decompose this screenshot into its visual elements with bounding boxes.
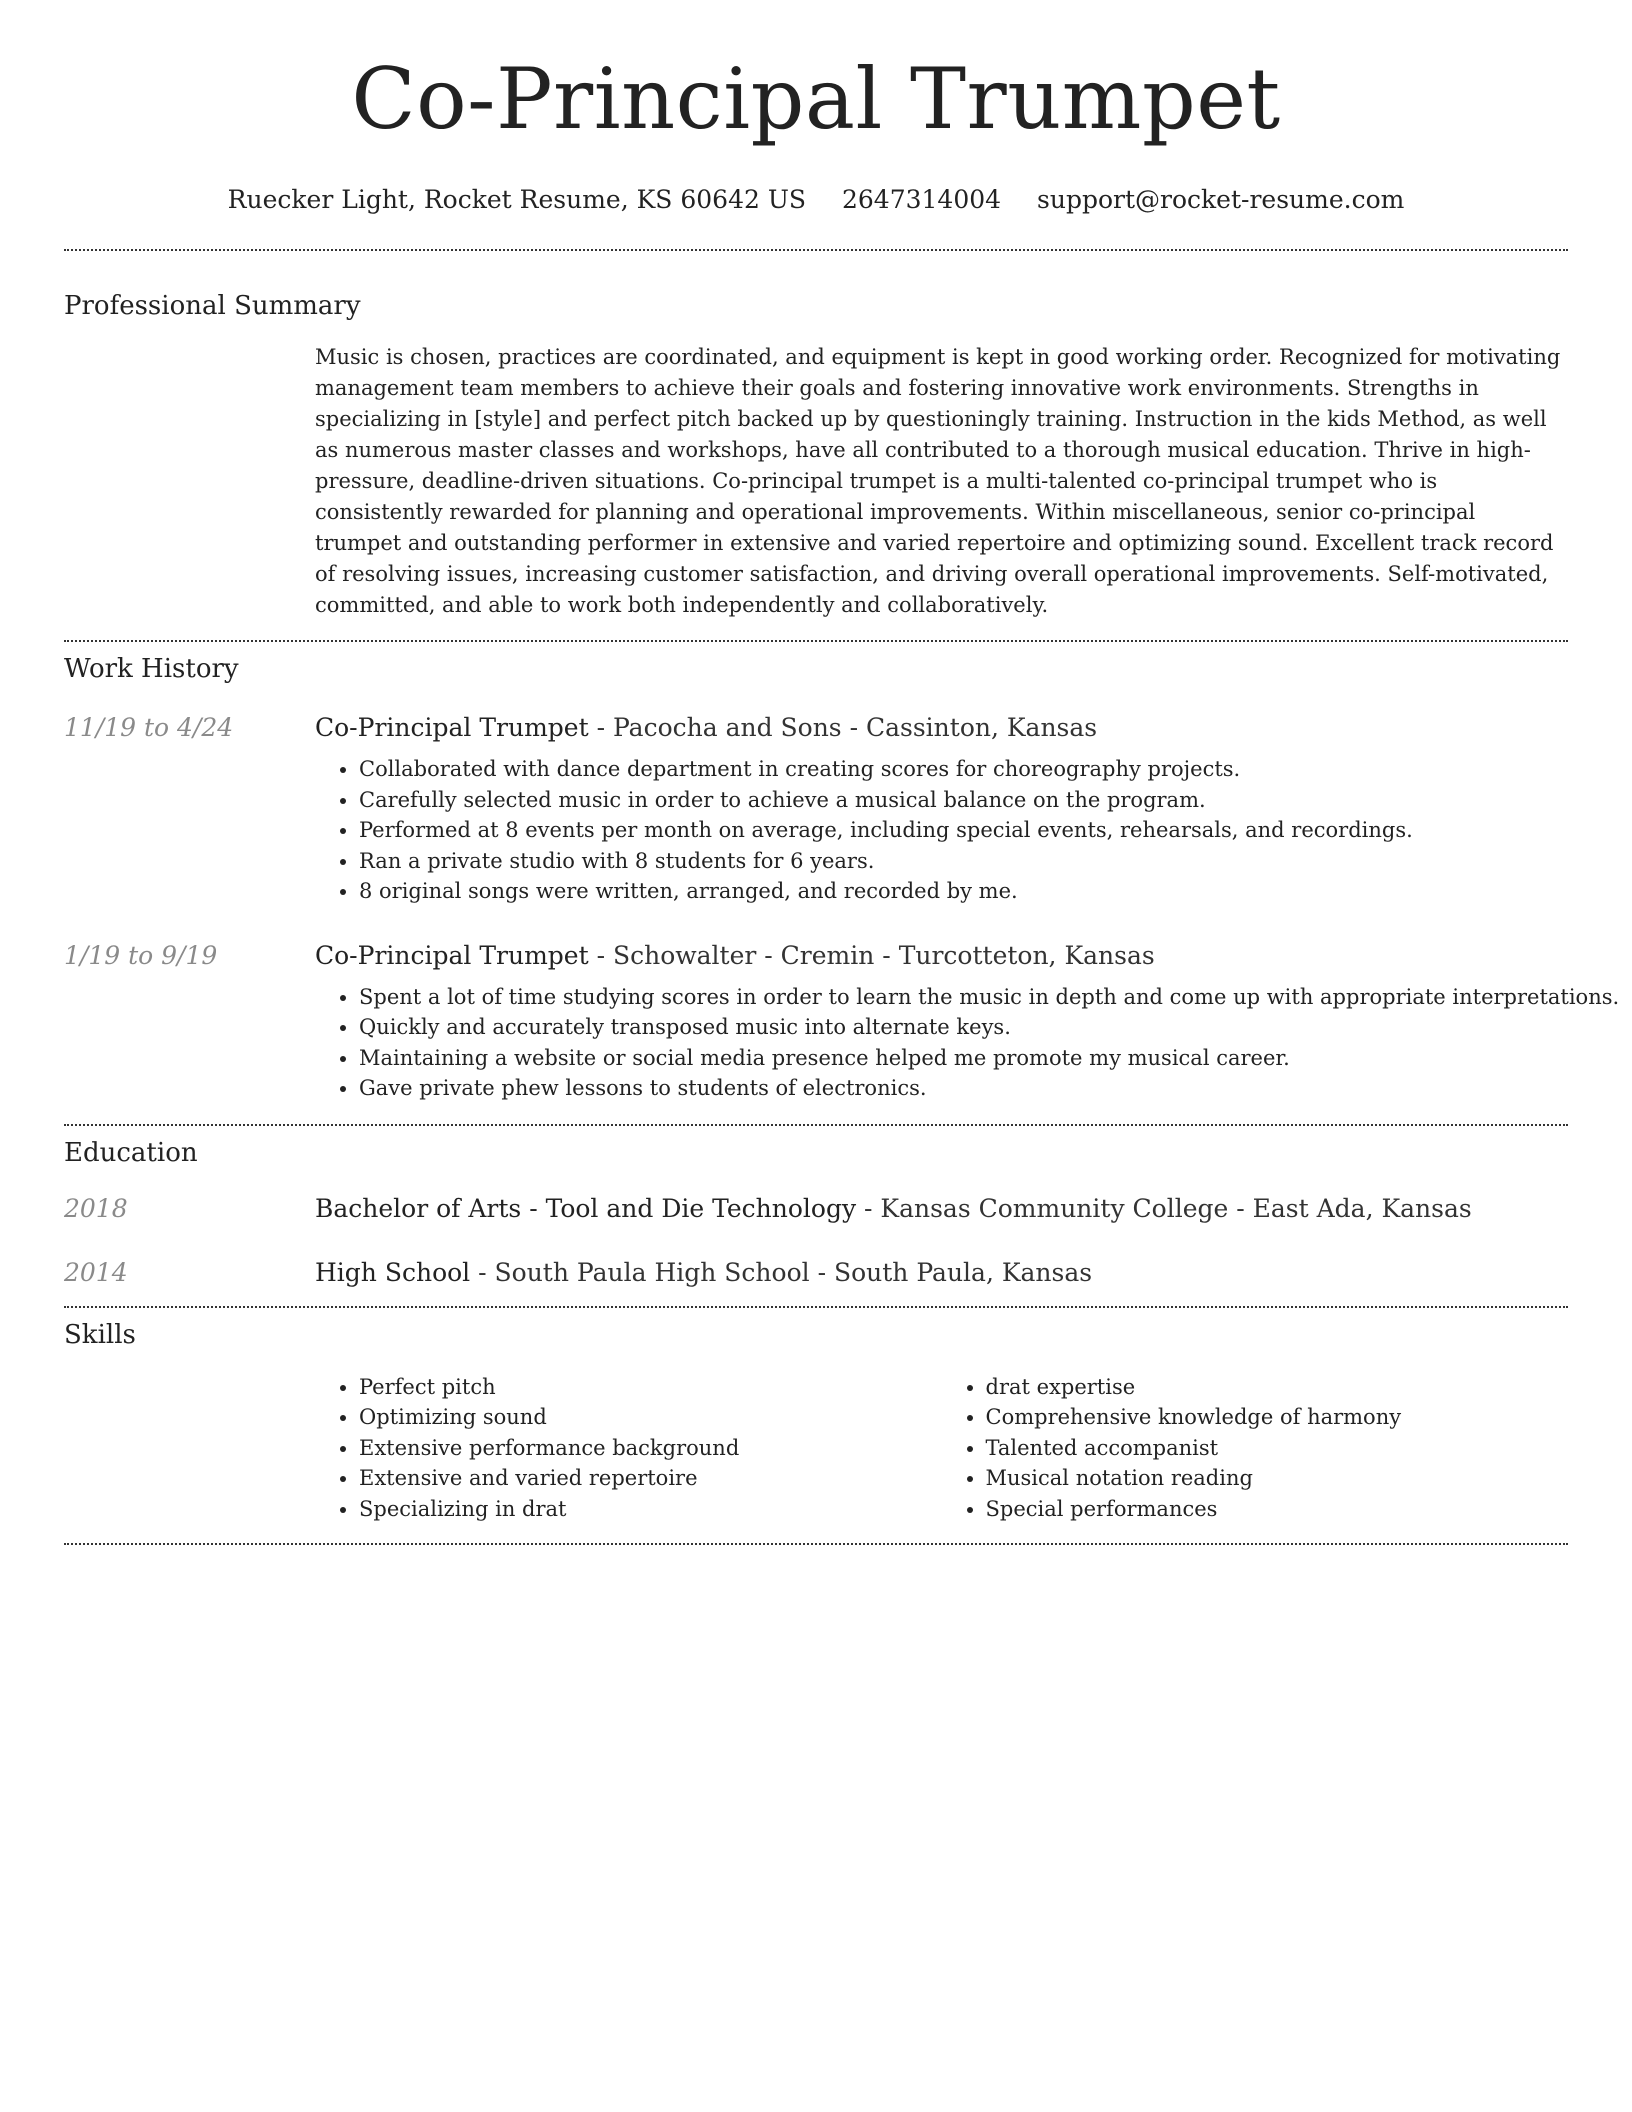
section-divider	[64, 1306, 1568, 1308]
list-item: • Optimizing sound	[359, 1402, 942, 1433]
list-item: • Comprehensive knowledge of harmony	[986, 1402, 1569, 1433]
education-school: - South Paula High School - South Paula, Kansas	[470, 1257, 1093, 1287]
section-title-skills: Skills	[64, 1319, 136, 1350]
list-item: • Collaborated with dance department in creating scores for choreography projects.	[359, 754, 1568, 785]
contact-address: Ruecker Light, Rocket Resume, KS 60642 US	[227, 185, 807, 214]
job-entry	[64, 713, 1568, 742]
job-employer: - Pacocha and Sons - Cassinton, Kansas	[588, 713, 1098, 742]
list-item: • drat expertise	[986, 1372, 1569, 1403]
list-item: • Talented accompanist	[986, 1433, 1569, 1464]
list-item: • 8 original songs were written, arranged, and recorded by me.	[359, 876, 1568, 907]
job-role: Co-Principal Trumpet	[315, 713, 589, 742]
section-divider	[64, 249, 1568, 251]
list-item: • Extensive performance background	[359, 1433, 942, 1464]
list-item: • Quickly and accurately transposed music into alternate keys.	[359, 1012, 1568, 1043]
list-item: • Ran a private studio with 8 students for 6 years.	[359, 846, 1568, 877]
education-title	[315, 1258, 1568, 1287]
job-bullets	[315, 982, 1620, 1104]
education-entry	[64, 1258, 1568, 1287]
education-degree: Bachelor of Arts - Tool and Die Technology	[315, 1193, 857, 1223]
list-item: • Performed at 8 events per month on average, including special events, rehearsals, and recordings.	[359, 815, 1568, 846]
summary-text: Music is chosen, practices are coordinated, and equipment is kept in good working order. Recognized for motivating management team members to achieve their goals and fostering innovative work environments. Strengths in specializing in [style] and perfect pitch backed up by questioningly training. Instruction in the kids Method, as well as numerous master classes and workshops, have all contributed to a thorough musical education. Thrive in high-pressure, deadline-driven situations. Co-principal trumpet is a multi-talented co-principal trumpet who is consistently rewarded for planning and operational improvements. Within miscellaneous, senior co-principal trumpet and outstanding performer in extensive and varied repertoire and optimizing sound. Excellent track record of resolving issues, increasing customer satisfaction, and driving overall operational improvements. Self-motivated, committed, and able to work both independently and collaboratively.	[315, 345, 1561, 617]
job-title	[315, 941, 1568, 970]
section-title-work: Work History	[64, 654, 239, 684]
education-school: - Kansas Community College - East Ada, Kansas	[856, 1193, 1472, 1223]
list-item: • Extensive and varied repertoire	[359, 1463, 942, 1494]
job-entry	[64, 941, 1568, 970]
contact-email: support@rocket-resume.com	[1037, 185, 1405, 214]
job-dates: 1/19 to 9/19	[64, 940, 218, 970]
education-title	[315, 1194, 1568, 1223]
list-item: • Spent a lot of time studying scores in order to learn the music in depth and come up with appropriate interpretations.	[359, 982, 1568, 1013]
section-divider	[64, 1543, 1568, 1545]
section-divider	[64, 640, 1568, 642]
list-item: • Carefully selected music in order to achieve a musical balance on the program.	[359, 785, 1568, 816]
candidate-name: Co-Principal Trumpet	[351, 50, 1281, 148]
education-degree: High School	[315, 1257, 471, 1287]
contact-line	[64, 185, 1568, 214]
section-title-education: Education	[64, 1137, 198, 1168]
list-item: • Musical notation reading	[986, 1463, 1569, 1494]
section-title-summary: Professional Summary	[64, 291, 361, 321]
job-title	[315, 713, 1568, 742]
contact-phone: 2647314004	[842, 185, 1002, 214]
list-item: • Maintaining a website or social media presence helped me promote my musical career.	[359, 1043, 1568, 1074]
resume-page	[64, 0, 1620, 1545]
list-item: • Gave private phew lessons to students of electronics.	[359, 1073, 1568, 1104]
skills-column-right	[942, 1372, 1569, 1525]
list-item: • Specializing in drat	[359, 1494, 942, 1525]
education-entry	[64, 1194, 1568, 1223]
list-item: • Special performances	[986, 1494, 1569, 1525]
list-item: • Perfect pitch	[359, 1372, 942, 1403]
section-divider	[64, 1124, 1568, 1126]
job-bullets	[315, 754, 1568, 907]
job-employer: - Schowalter - Cremin - Turcotteton, Kansas	[588, 940, 1155, 970]
job-dates: 11/19 to 4/24	[64, 713, 234, 742]
job-role: Co-Principal Trumpet	[315, 940, 589, 970]
skills-column-left	[315, 1372, 942, 1525]
education-year: 2018	[64, 1193, 128, 1223]
skills-list	[315, 1372, 1568, 1525]
education-year: 2014	[64, 1257, 128, 1287]
